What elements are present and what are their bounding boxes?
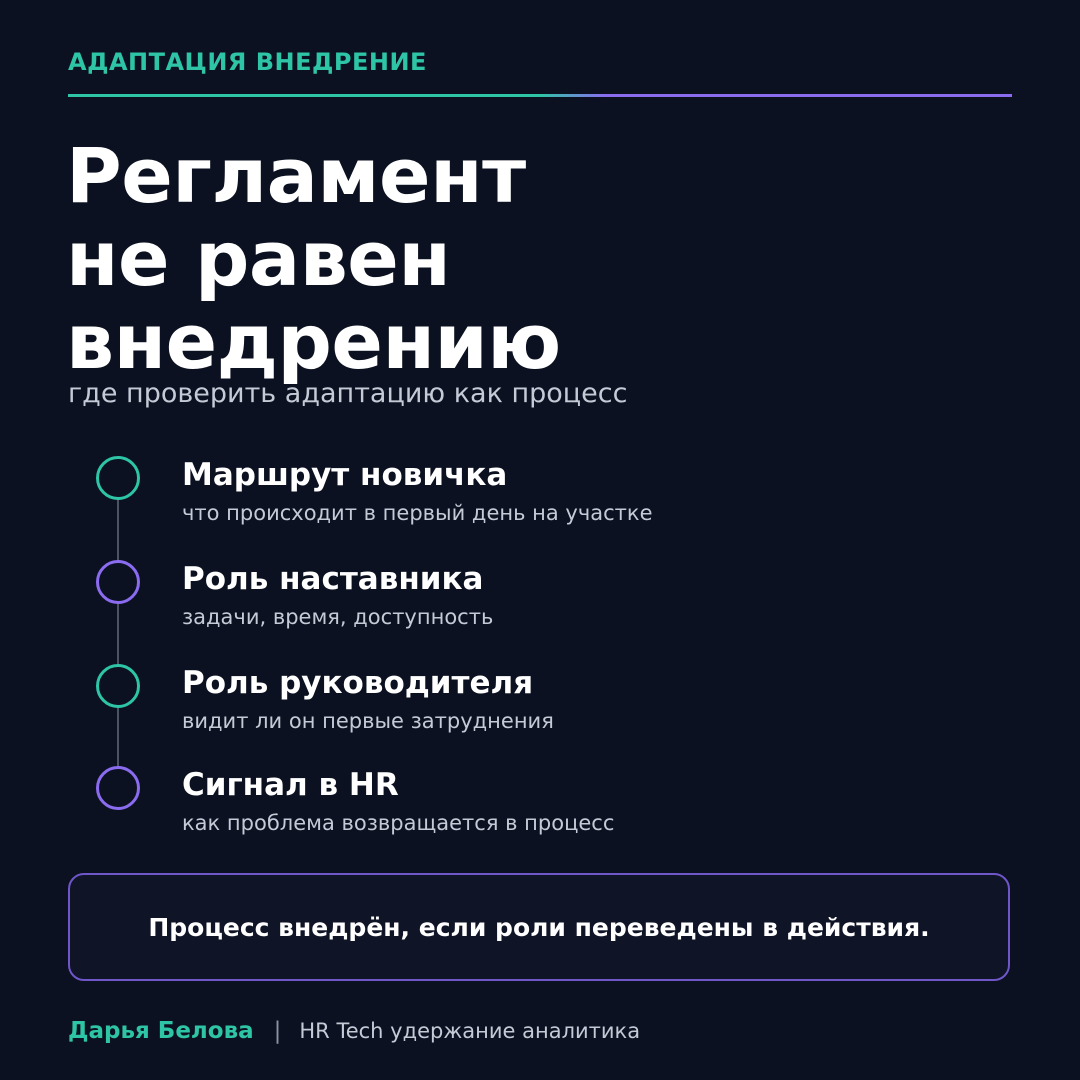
step-item xyxy=(96,456,1016,546)
footer-separator: | xyxy=(273,1018,282,1044)
conclusion-callout xyxy=(68,873,1010,981)
step-description: как проблема возвращается в процесс xyxy=(182,811,615,835)
step-description: видит ли он первые затруднения xyxy=(182,709,554,733)
circle-icon xyxy=(96,560,140,604)
step-item xyxy=(96,664,1016,754)
footer xyxy=(68,1014,640,1048)
circle-icon xyxy=(96,456,140,500)
step-title: Роль руководителя xyxy=(182,665,534,701)
author-name: Дарья Белова xyxy=(68,1018,254,1044)
step-description: что происходит в первый день на участке xyxy=(182,501,653,525)
circle-icon xyxy=(96,766,140,810)
author-role: HR Tech удержание аналитика xyxy=(299,1019,641,1043)
page-subtitle: где проверить адаптацию как процесс xyxy=(68,378,628,409)
step-title: Сигнал в HR xyxy=(182,767,399,803)
step-item xyxy=(96,766,1016,856)
step-item xyxy=(96,560,1016,650)
callout-text: Процесс внедрён, если роли переведены в действия. xyxy=(148,912,930,942)
eyebrow-label: АДАПТАЦИЯ ВНЕДРЕНИЕ xyxy=(68,48,427,76)
title-line: Регламент xyxy=(66,131,526,220)
header-divider xyxy=(68,94,1012,97)
step-description: задачи, время, доступность xyxy=(182,605,494,629)
title-line: не равен xyxy=(66,214,451,303)
step-title: Роль наставника xyxy=(182,561,484,597)
title-line: внедрению xyxy=(66,297,561,386)
circle-icon xyxy=(96,664,140,708)
step-title: Маршрут новичка xyxy=(182,457,508,493)
page-title xyxy=(66,131,561,386)
